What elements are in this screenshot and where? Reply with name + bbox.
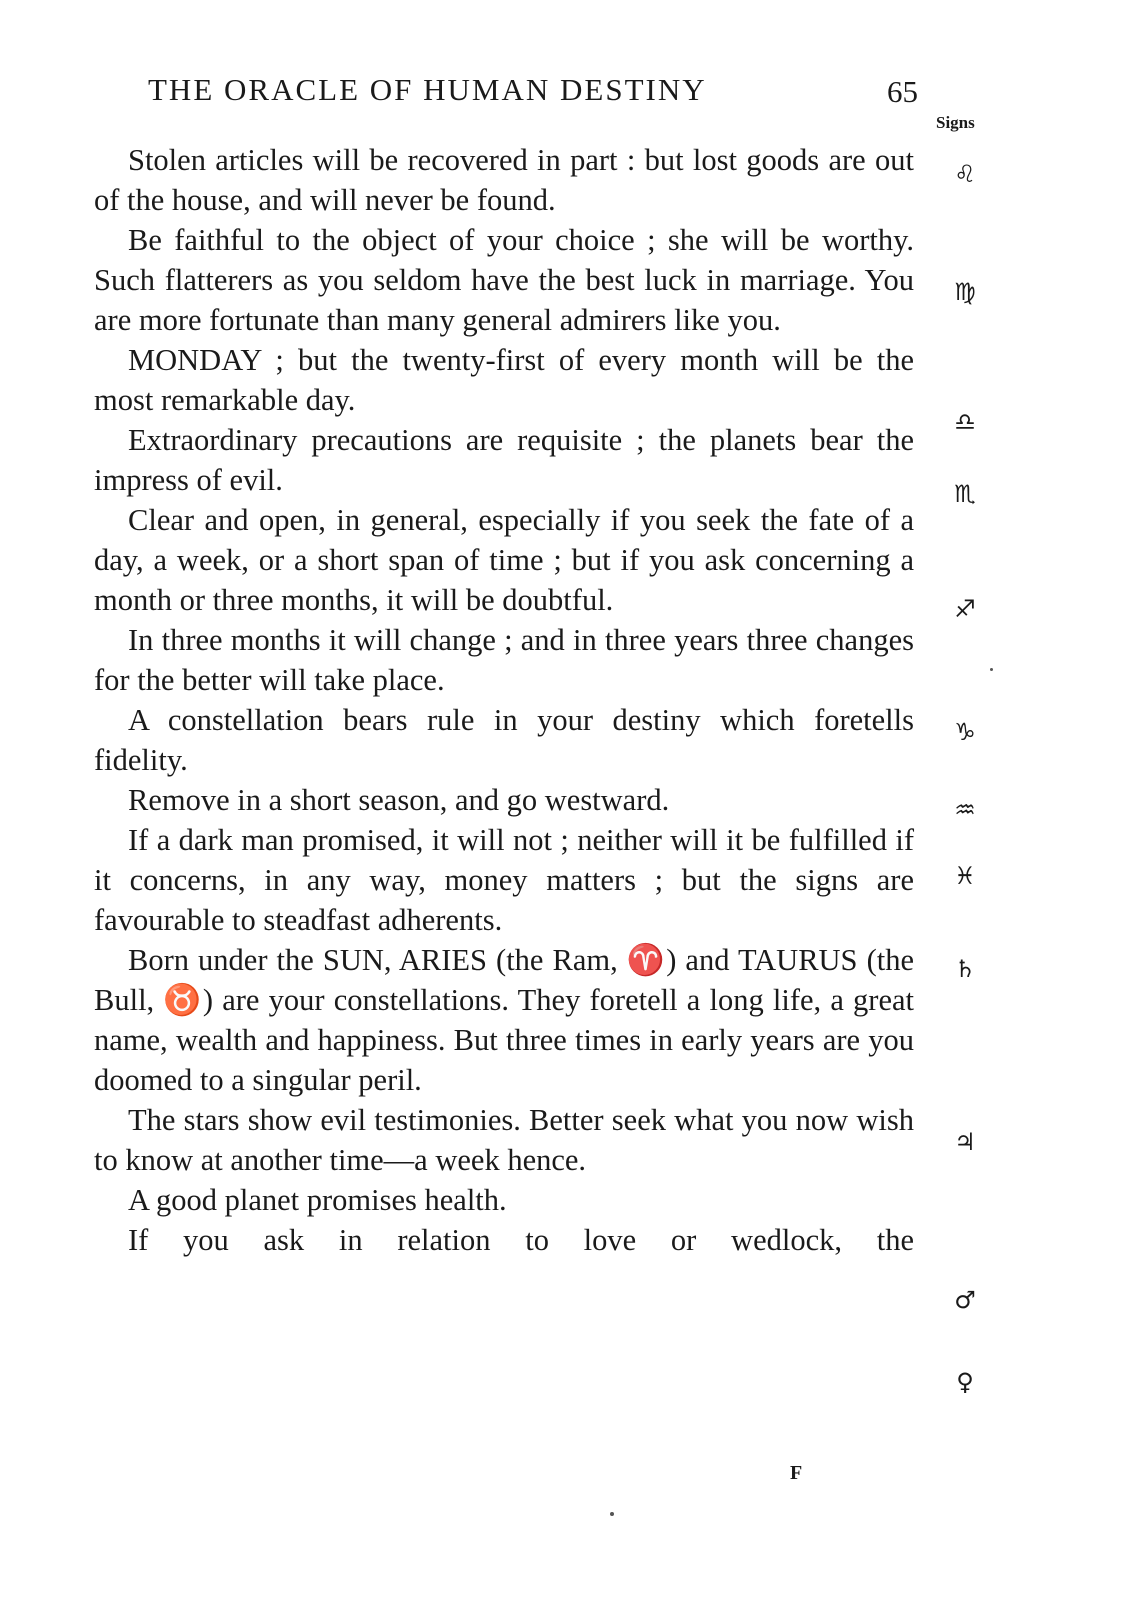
page-header-title: THE ORACLE OF HUMAN DESTINY bbox=[148, 72, 707, 107]
aquarius-sign-icon: ♒ bbox=[954, 796, 976, 824]
answer-paragraph: If a dark man promised, it will not ; neither will it be fulfilled if it concerns, in any way, money matters ; but the signs are favourable to steadfast adherents. bbox=[94, 823, 914, 937]
ink-speck bbox=[990, 668, 993, 671]
running-head bbox=[148, 72, 918, 112]
answer-paragraph: In three months it will change ; and in three years three changes for the better will take place. bbox=[94, 623, 914, 697]
signs-column-label: Signs bbox=[936, 113, 975, 132]
answer-paragraph: A constellation bears rule in your destiny which foretells fidelity. bbox=[94, 703, 914, 777]
pisces-sign-icon: ♓ bbox=[954, 862, 976, 890]
libra-sign-icon: ♎ bbox=[954, 408, 976, 436]
saturn-sign-icon: ♄ bbox=[954, 955, 976, 983]
virgo-sign-icon: ♍ bbox=[954, 278, 976, 306]
answer-paragraph: Clear and open, in general, especially if you seek the fate of a day, a week, or a short span of time ; but if you ask concerning a month or three months, it will be doubtful. bbox=[94, 503, 914, 617]
answer-paragraph: Stolen articles will be recovered in part : but lost goods are out of the house, and will never be found. bbox=[94, 143, 914, 217]
answer-paragraph: A good planet promises health. bbox=[128, 1183, 507, 1217]
sagittarius-sign-icon: ♐ bbox=[954, 595, 976, 623]
answer-paragraph: Remove in a short season, and go westward. bbox=[128, 783, 670, 817]
capricorn-sign-icon: ♑ bbox=[954, 718, 976, 746]
scorpio-sign-icon: ♏ bbox=[954, 480, 976, 508]
signature-mark: F bbox=[790, 1462, 803, 1484]
answer-paragraph: MONDAY ; but the twenty-first of every month will be the most remarkable day. bbox=[94, 343, 914, 417]
jupiter-sign-icon: ♃ bbox=[954, 1128, 976, 1156]
answer-paragraph: The stars show evil testimonies. Better seek what you now wish to know at another time—a week hence. bbox=[94, 1103, 914, 1177]
oracle-answers-text bbox=[94, 140, 914, 1260]
page-number: 65 bbox=[887, 74, 918, 109]
mars-sign-icon: ♂ bbox=[954, 1286, 976, 1314]
answer-paragraph: Be faithful to the object of your choice ; she will be worthy. Such flatterers as you seldom have the best luck in marriage. You are more fortunate than many general admirers like you. bbox=[94, 223, 914, 337]
leo-sign-icon: ♌ bbox=[954, 160, 976, 188]
venus-sign-icon: ♀ bbox=[956, 1368, 974, 1396]
answer-paragraph: If you ask in relation to love or wedlock, the bbox=[128, 1223, 914, 1257]
ink-speck bbox=[610, 1512, 614, 1516]
answer-paragraph: Born under the SUN, ARIES (the Ram, ♈) and TAURUS (the Bull, ♉) are your constellations. They foretell a long life, a great name, wealth and happiness. But three times in early years are you doomed to a singular peril. bbox=[94, 943, 914, 1097]
answer-paragraph: Extraordinary precautions are requisite ; the planets bear the impress of evil. bbox=[94, 423, 914, 497]
